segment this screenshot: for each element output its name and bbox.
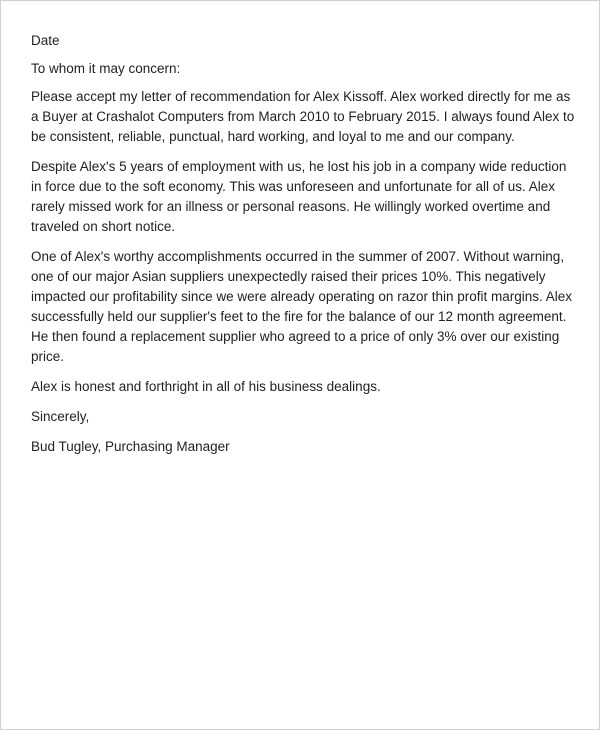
- letter-body: [31, 31, 579, 467]
- date-line: Date: [31, 33, 60, 48]
- closing: Sincerely,: [31, 409, 90, 424]
- salutation: To whom it may concern:: [31, 61, 181, 76]
- paragraph-recommendation: Please accept my letter of recommendation for Alex Kissoff. Alex worked directly for me as a Buyer at Crashalot Computers from March 2010 to February 2015. I always found Alex to be consistent, reliable, punctual, hard working, and loyal to me and our company.: [31, 89, 575, 144]
- paragraph-accomplishment: One of Alex's worthy accomplishments occurred in the summer of 2007. Without warning, one of our major Asian suppliers unexpectedly raised their prices 10%. This negatively impacted our profitability since we were already operating on razor thin profit margins. Alex successfully held our supplier's feet to the fire for the balance of our 12 month agreement. He then found a replacement supplier who agreed to a price of only 3% over our existing price.: [31, 249, 573, 364]
- paragraph-employment: Despite Alex's 5 years of employment with us, he lost his job in a company wide reduction in force due to the soft economy. This was unforeseen and unfortunate for all of us. Alex rarely missed work for an illness or personal reasons. He willingly worked overtime and traveled on short notice.: [31, 159, 567, 234]
- paragraph-honesty: Alex is honest and forthright in all of his business dealings.: [31, 379, 381, 394]
- signature: Bud Tugley, Purchasing Manager: [31, 439, 230, 454]
